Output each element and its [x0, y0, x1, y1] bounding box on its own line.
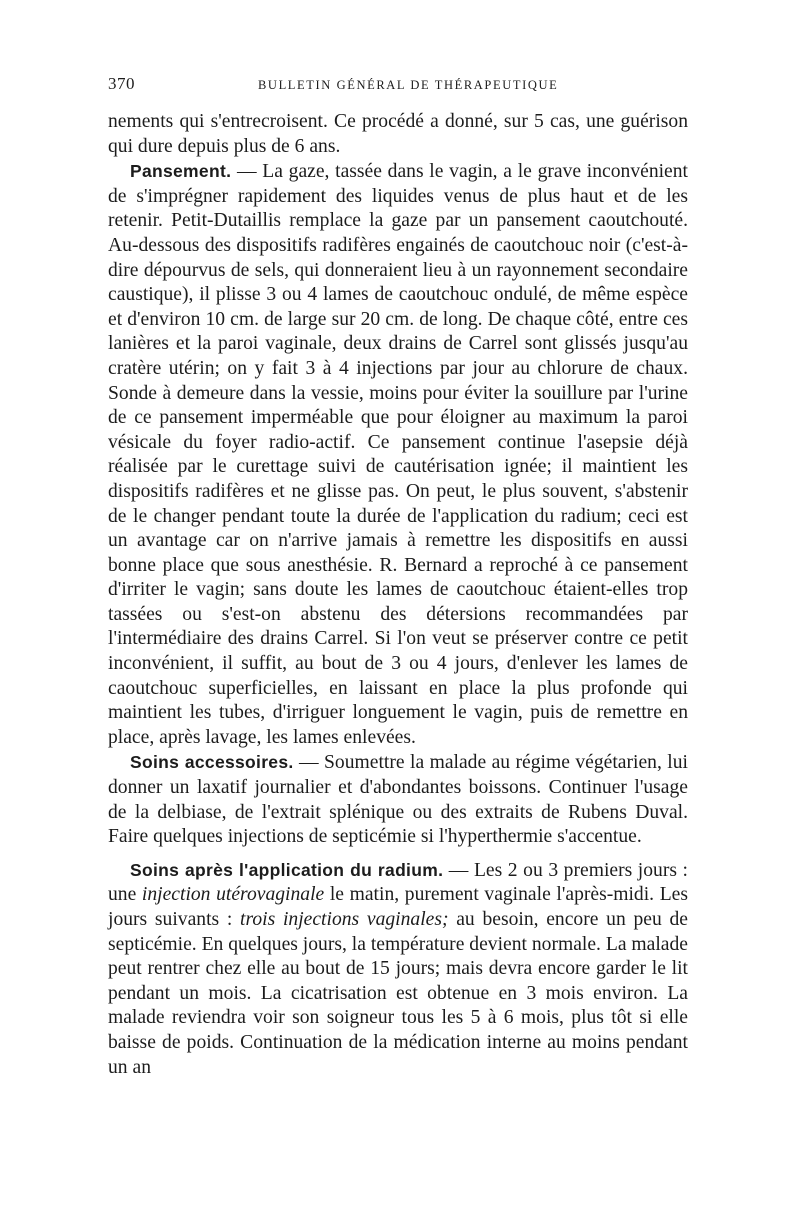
page-header — [108, 72, 688, 102]
page-number: 370 — [108, 74, 135, 93]
paragraph-pansement — [108, 159, 688, 750]
emphasis-text: trois injections vaginales; — [240, 909, 449, 930]
paragraph-text: nements qui s'entrecroisent. Ce procédé a donné, sur 5 cas, une guérison qui dure depuis plus de 6 ans. — [108, 111, 688, 157]
section-heading-pansement: Pansement. — [130, 161, 232, 182]
section-heading-soins-apres: Soins après l'application du radium. — [130, 859, 444, 880]
paragraph-soins-apres — [108, 858, 688, 1080]
running-title: BULLETIN GÉNÉRAL DE THÉRAPEUTIQUE — [258, 78, 559, 92]
paragraph-text: — Soumettre la malade au régime végétarien, lui donner un laxatif journalier et d'abondantes boissons. Continuer l'usage de la delbiase, de l'extrait splénique ou des extraits de Rubens Duval. Faire quelques injections de septicémie si l'hyperthermie s'accentue. — [108, 752, 688, 848]
paragraph-text: — Les 2 ou 3 premiers jours : une — [108, 859, 688, 906]
paragraph-text: le matin, purement vaginale l'après-midi. Les jours suivants : — [108, 884, 688, 930]
emphasis-text: injection utérovaginale — [141, 884, 325, 906]
paragraph-text: — La gaze, tassée dans le vagin, a le grave inconvénient de s'imprégner rapidement des liquides venus de plus haut et de les retenir. Petit-Dutaillis remplace la gaze par un pansement caoutchouté. Au-dessous des dispositifs radifères engainés de caoutchouc noir (c'est-à-dire dépourvus de sels, qui donneraient lieu à un rayonnement secondaire caustique), il plisse 3 ou 4 lames de caoutchouc ondulé, de même espèce et d'environ 10 cm. de large sur 20 cm. de long. De chaque côté, entre ces lanières et la paroi vaginale, deux drains de Carrel sont glissés jusqu'au cratère utérin; on y fait 3 à 4 injections par jour au chlorure de chaux. Sonde à demeure dans la vessie, moins pour éviter la souillure par l'urine de ce pansement imperméable que pour éloigner au maximum la paroi vésicale du foyer radio-actif. Ce pansement continue l'asepsie déjà réalisée par le curettage suivi de cautérisation ignée; il maintient les dispositifs radifères et ne glisse pas. On peut, le plus souvent, s'abstenir de le changer pendant toute la durée de l'application du radium; ceci est un avantage car on n'arrive jamais à remettre les dispositifs en aussi bonne place que sous anesthésie. R. Bernard a reproché à ce pansement d'irriter le vagin; sans doute les lames de caoutchouc étaient-elles trop tassées ou s'est-on abstenu des détersions recommandées par l'intermédiaire des drains Carrel. Si l'on veut se préserver contre ce petit inconvénient, il suffit, au bout de 3 ou 4 jours, d'enlever les lames de caoutchouc superficielles, en laissant en place la plus profonde qui maintient les tubes, d'irriguer longuement le vagin, puis de remettre en place, après lavage, les lames enlevées. — [108, 161, 688, 748]
paragraph-continuation — [108, 110, 688, 159]
paragraph-text: au besoin, encore un peu de septicémie. En quelques jours, la température devient normale. La malade peut rentrer chez elle au bout de 15 jours; mais devra encore garder le lit pendant un mois. La cicatrisation est obtenue en 3 mois environ. La malade reviendra voir son soigneur tous les 5 à 6 mois, plus tôt si elle baisse de poids. Continuation de la médication interne au moins pendant un an — [108, 909, 689, 1078]
book-page — [108, 72, 688, 1080]
section-heading-soins-accessoires: Soins accessoires. — [130, 752, 294, 773]
paragraph-soins-accessoires — [108, 750, 688, 849]
